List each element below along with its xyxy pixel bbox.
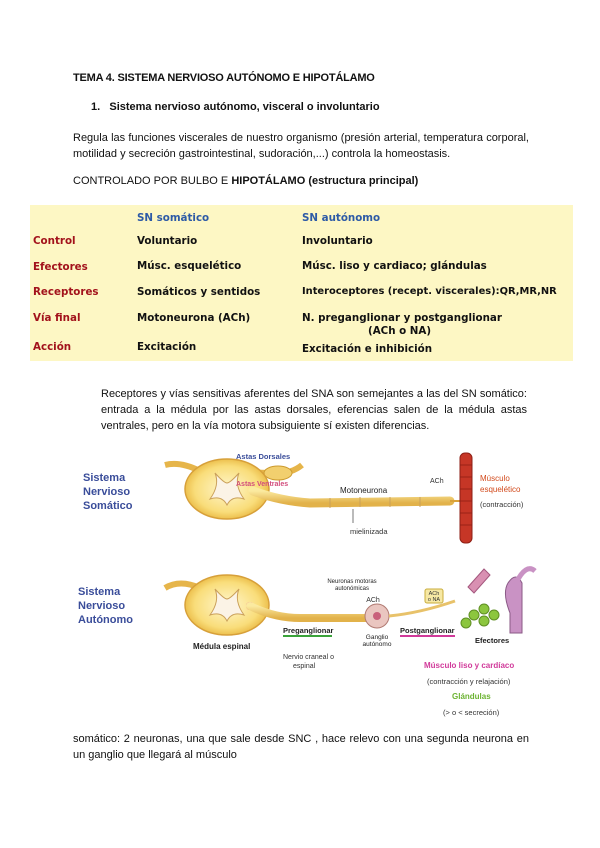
contraccion-label: (contracción) bbox=[480, 500, 524, 509]
astas-ventrales-label: Astas Ventrales bbox=[236, 481, 289, 488]
autonomic-ach-label: ACh bbox=[366, 597, 380, 604]
row-autonomic: Músc. liso y cardiaco; glándulas bbox=[302, 260, 487, 272]
row-somatic: Músc. esquelético bbox=[137, 260, 242, 272]
table-row bbox=[30, 260, 573, 278]
musculo-liso-label: Músculo liso y cardíaco bbox=[424, 661, 515, 670]
row-somatic: Motoneurona (ACh) bbox=[137, 312, 251, 324]
efectores-label: Efectores bbox=[475, 636, 510, 645]
nervous-system-diagram bbox=[70, 443, 540, 725]
astas-dorsales-label: Astas Dorsales bbox=[236, 452, 291, 461]
somatic-title-1: Sistema bbox=[83, 472, 126, 484]
smooth-muscle-cell bbox=[468, 569, 490, 593]
dorsal-ganglion bbox=[264, 466, 292, 480]
musculo-label-1: Músculo bbox=[480, 474, 510, 483]
autonomic-title-3: Autónomo bbox=[78, 614, 133, 626]
control-line bbox=[73, 175, 418, 187]
musculo-label-2: esquelético bbox=[480, 485, 521, 494]
nervio-label-2: espinal bbox=[293, 663, 316, 670]
row-autonomic: N. preganglionar y postganglionar bbox=[302, 312, 502, 324]
intro-paragraph: Regula las funciones viscerales de nuestro organismo (presión arterial, temperatura corporal, motilidad y secreción gastrointestinal, sudoración,...) controla la homeostasis. bbox=[73, 132, 529, 160]
table-header-row bbox=[30, 212, 573, 230]
nervio-label-1: Nervio craneal o bbox=[283, 654, 334, 661]
autonomic-diagram bbox=[78, 569, 535, 717]
control-line-bold: HIPOTÁLAMO bbox=[231, 175, 306, 187]
preganglionar-label: Preganglionar bbox=[283, 626, 334, 635]
ach-na-label-2: o NA bbox=[427, 597, 441, 603]
row-label: Control bbox=[33, 235, 76, 247]
ganglion-neuron bbox=[373, 612, 381, 620]
section-heading bbox=[91, 101, 380, 113]
section-heading-text: Sistema nervioso autónomo, visceral o involuntario bbox=[109, 101, 380, 113]
medula-label: Médula espinal bbox=[193, 642, 251, 651]
table-row bbox=[30, 235, 573, 253]
final-paragraph: somático: 2 neuronas, una que sale desde SNC , hace relevo con una segunda neurona en un ganglio que llegará al músculo bbox=[73, 733, 529, 761]
section-number: 1. bbox=[91, 101, 101, 113]
ach-na-label-1: ACh bbox=[428, 591, 440, 597]
postganglionar-label: Postganglionar bbox=[400, 626, 455, 635]
ganglio-label-1: Ganglio bbox=[365, 634, 389, 641]
somatic-title-2: Nervioso bbox=[83, 486, 131, 498]
table-header-somatic: SN somático bbox=[137, 212, 210, 224]
table-row bbox=[30, 286, 573, 304]
autonomic-title-1: Sistema bbox=[78, 586, 121, 598]
effectors-group bbox=[461, 569, 535, 633]
glandulas-label: Glándulas bbox=[452, 692, 491, 701]
control-line-suffix: (estructura principal) bbox=[305, 175, 419, 187]
neuronas-label-1: Neuronas motoras bbox=[327, 579, 377, 585]
skeletal-muscle bbox=[460, 453, 472, 543]
row-label: Receptores bbox=[33, 286, 99, 298]
neuronas-label-2: autonómicas bbox=[334, 586, 370, 592]
somatic-diagram bbox=[83, 452, 524, 543]
row-label: Acción bbox=[33, 341, 72, 353]
row-autonomic: Involuntario bbox=[302, 235, 373, 247]
contraccion-relajacion-label: (contracción y relajación) bbox=[427, 677, 511, 686]
somatic-ach-label: ACh bbox=[430, 478, 444, 485]
table-header-autonomic: SN autónomo bbox=[302, 212, 381, 224]
control-line-prefix: CONTROLADO POR BULBO E bbox=[73, 175, 232, 187]
ganglio-label-2: autónomo bbox=[362, 641, 392, 648]
comparison-table bbox=[30, 205, 573, 361]
secrecion-label: (> o < secreción) bbox=[443, 708, 500, 717]
row-autonomic: Excitación e inhibición bbox=[302, 343, 433, 355]
motoneurona-label: Motoneurona bbox=[340, 486, 388, 495]
row-label: Vía final bbox=[33, 312, 81, 324]
mielinizada-label: mielinizada bbox=[350, 527, 388, 536]
gland bbox=[505, 577, 522, 633]
row-somatic: Somáticos y sentidos bbox=[137, 286, 261, 298]
row-somatic: Voluntario bbox=[137, 235, 198, 247]
row-label: Efectores bbox=[33, 261, 88, 273]
row-autonomic: Interoceptores (recept. viscerales):QR,MR,NR bbox=[302, 286, 557, 297]
postganglionic-axon bbox=[389, 601, 455, 616]
autonomic-title-2: Nervioso bbox=[78, 600, 126, 612]
receptors-paragraph: Receptores y vías sensitivas aferentes del SNA son semejantes a las del SN somático: entrada a la médula por las astas dorsales, eferencias salen de la médula astas ventrales, pero en la vía motora subsiguiente sí existen diferencias. bbox=[101, 388, 527, 432]
row-somatic: Excitación bbox=[137, 341, 197, 353]
row-autonomic-line2: (ACh o NA) bbox=[368, 325, 432, 337]
document-title: TEMA 4. SISTEMA NERVIOSO AUTÓNOMO E HIPOTÁLAMO bbox=[73, 72, 375, 84]
somatic-title-3: Somático bbox=[83, 500, 133, 512]
table-row bbox=[30, 341, 573, 359]
